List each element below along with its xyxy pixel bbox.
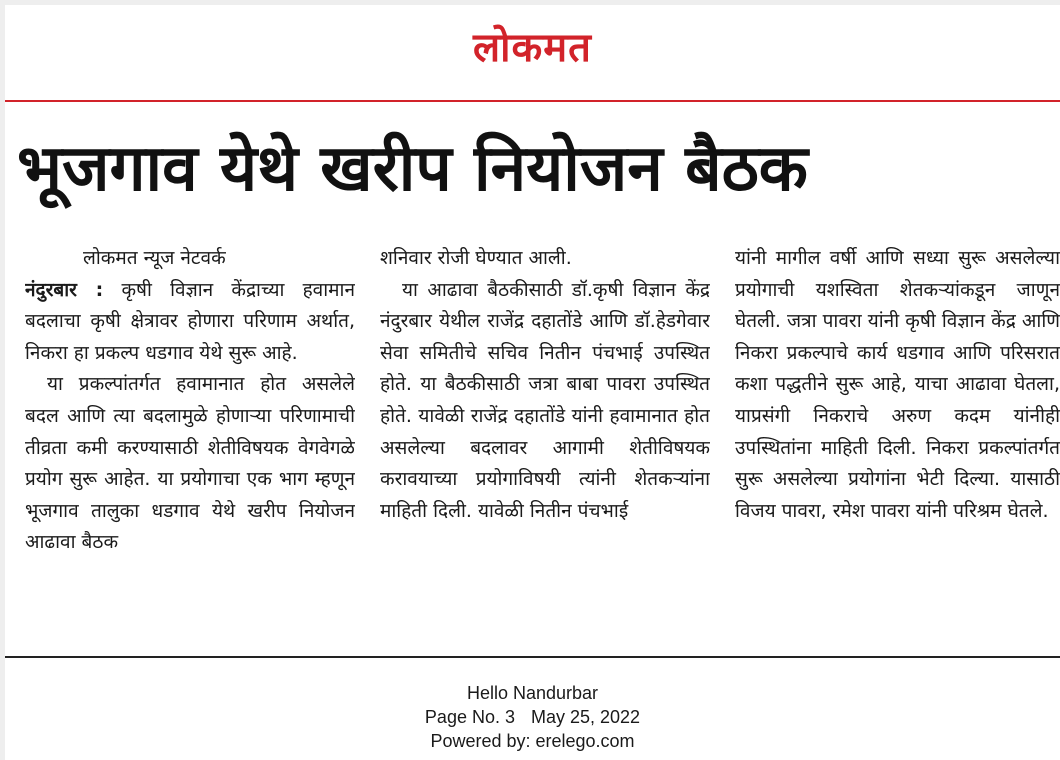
- article-byline: लोकमत न्यूज नेटवर्क: [83, 247, 226, 269]
- article-paragraph: या आढावा बैठकीसाठी डॉ.कृषी विज्ञान केंद्र नंदुरबार येथील राजेंद्र दहातोंडे आणि डॉ.हेडगेवार सेवा समितीचे सचिव नितीन पंचभाई उपस्थित होते. या बैठकीसाठी जत्रा बाबा पावरा उपस्थित होते. यावेळी राजेंद्र दहातोंडे यांनी हवामानात होत असलेल्या बदलावर आगामी शेतीविषयक करावयाच्या प्रयोगाविषयी त्यांनी शेतकऱ्यांना माहिती दिली. यावेळी नितीन पंचभाई: [380, 278, 710, 522]
- article-dateline: नंदुरबार :: [25, 278, 104, 301]
- article-paragraph: [25, 275, 355, 370]
- article-column-2: [380, 243, 710, 659]
- article-headline: भूजगाव येथे खरीप नियोजन बैठक: [17, 132, 808, 206]
- page-number: Page No. 3: [424, 707, 515, 727]
- page-info: [5, 705, 1060, 729]
- powered-by: Powered by: erelego.com: [430, 731, 635, 751]
- article-paragraph: यांनी मागील वर्षी आणि सध्या सुरू असलेल्या प्रयोगाची यशस्विता शेतकऱ्यांकडून जाणून घेतली. जत्रा पावरा यांनी कृषी विज्ञान केंद्र आणि निकरा प्रकल्पाचे कार्य धडगाव आणि परिसरात कशा पद्धतीने सुरू आहे, याचा आढावा घेतला, याप्रसंगी निकराचे अरुण कदम यांनीही उपस्थितांना माहिती दिली. निकरा प्रकल्पांतर्गत सुरू असलेल्या प्रयोगांना भेटी दिल्या. यासाठी विजय पावरा, रमेश पावरा यांनी परिश्रम घेतले.: [735, 247, 1060, 522]
- newspaper-clipping: [5, 5, 1060, 760]
- article-paragraph: या प्रकल्पांतर्गत हवामानात होत असलेले बदल आणि त्या बदलामुळे होणाऱ्या परिणामाची तीव्रता कमी करण्यासाठी शेतीविषयक वेगवेगळे प्रयोग सुरू आहेत. या प्रयोगाचा एक भाग म्हणून भूजगाव तालुका धडगाव येथे खरीप नियोजन आढावा बैठक: [25, 373, 355, 554]
- publication-date: May 25, 2022: [530, 707, 641, 727]
- article-paragraph: शनिवार रोजी घेण्यात आली.: [380, 247, 572, 269]
- article-column-1: [25, 243, 355, 659]
- article-column-3: [735, 243, 1060, 659]
- column-bottom-divider: [5, 656, 1060, 658]
- masthead-divider: [5, 100, 1060, 102]
- edition-name: Hello Nandurbar: [466, 683, 599, 703]
- clipping-footer: [5, 681, 1060, 753]
- newspaper-logo: लोकमत: [473, 25, 592, 71]
- article-text: कृषी विज्ञान केंद्राच्या हवामान बदलाचा कृषी क्षेत्रावर होणारा परिणाम अर्थात, निकरा हा प्रकल्प धडगाव येथे सुरू आहे.: [25, 278, 355, 364]
